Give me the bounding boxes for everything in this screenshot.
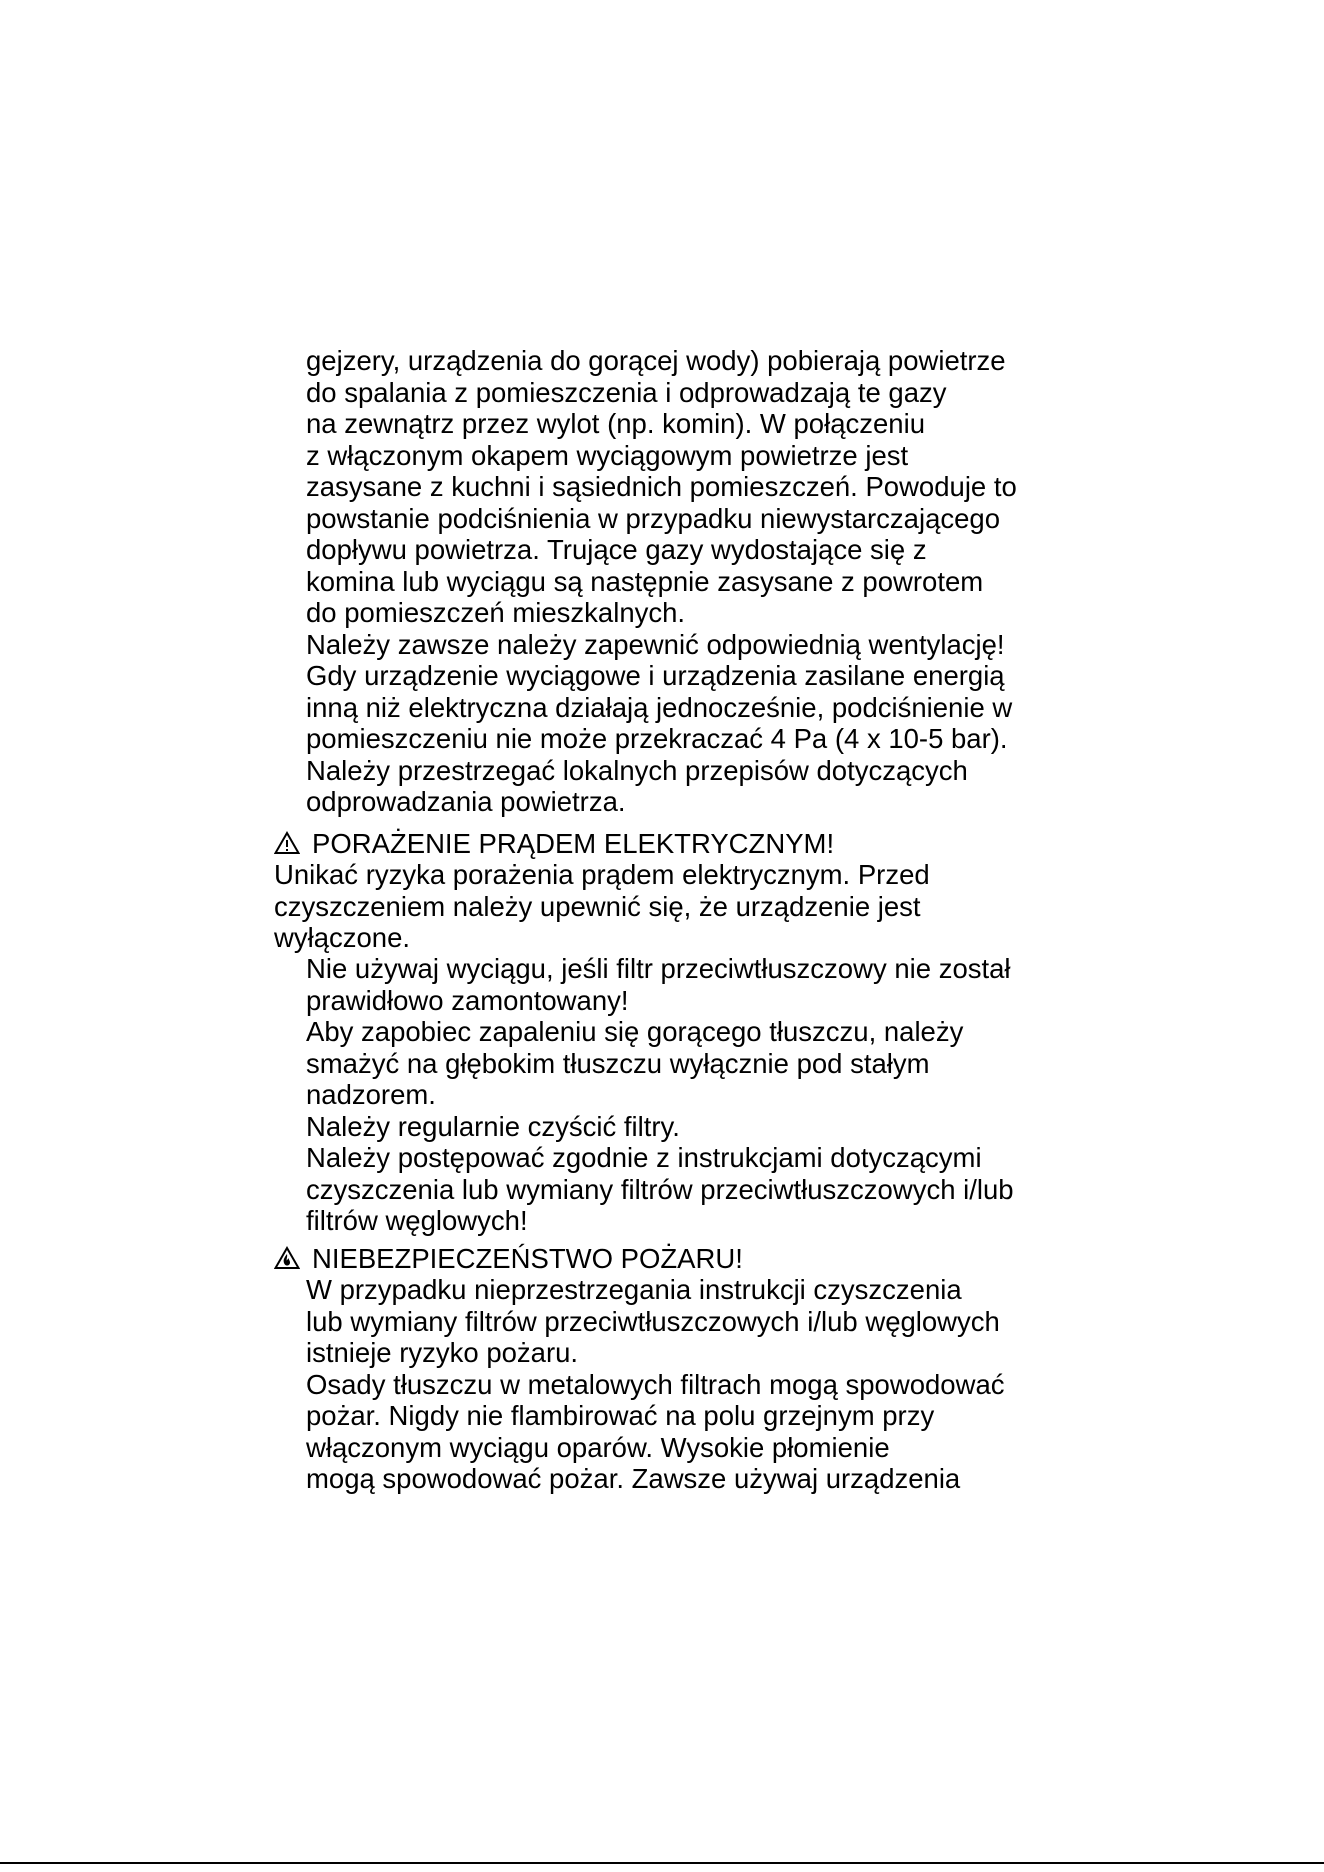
text-line: wyłączone.	[274, 922, 411, 953]
shock-warning-body	[306, 953, 1014, 1237]
ventilation-paragraph	[306, 345, 1017, 818]
text-line: smażyć na głębokim tłuszczu wyłącznie pod stałym	[306, 1047, 930, 1079]
text-line: inną niż elektryczna działają jednocześnie, podciśnienie w	[306, 691, 1013, 723]
text-line: do spalania z pomieszczenia i odprowadzają te gazy	[306, 376, 947, 408]
text-line: pomieszczeniu nie może przekraczać 4 Pa (4 x 10-5 bar).	[306, 723, 1008, 754]
text-line: czyszczenia lub wymiany filtrów przeciwtłuszczowych i/lub	[306, 1173, 1014, 1205]
text-line: gejzery, urządzenia do gorącej wody) pobierają powietrze	[306, 345, 1006, 376]
text-line: Unikać ryzyka porażenia prądem elektrycznym. Przed	[274, 859, 930, 890]
warning-triangle-icon	[274, 831, 300, 855]
text-line: dopływu powietrza. Trujące gazy wydostające się z	[306, 534, 927, 565]
text-line: z włączonym okapem wyciągowym powietrze jest	[306, 439, 909, 471]
text-line: Należy przestrzegać lokalnych przepisów dotyczących	[306, 754, 968, 786]
text-line: prawidłowo zamontowany!	[306, 984, 629, 1016]
fire-warning-body	[306, 1274, 1004, 1495]
text-line: Nie używaj wyciągu, jeśli filtr przeciwtłuszczowy nie został	[306, 953, 1011, 984]
text-line: Gdy urządzenie wyciągowe i urządzenia zasilane energią	[306, 660, 1005, 691]
text-line: Aby zapobiec zapaleniu się gorącego tłuszczu, należy	[306, 1016, 964, 1047]
text-line: pożar. Nigdy nie flambirować na polu grzejnym przy	[306, 1400, 935, 1431]
text-line: filtrów węglowych!	[306, 1205, 528, 1236]
shock-warning-title: PORAŻENIE PRĄDEM ELEKTRYCZNYM!	[312, 828, 835, 859]
text-line: W przypadku nieprzestrzegania instrukcji czyszczenia	[306, 1274, 962, 1305]
fire-warning-heading	[274, 1243, 743, 1275]
text-line: powstanie podciśnienia w przypadku niewystarczającego	[306, 502, 1000, 534]
page-bottom-rule	[0, 1862, 1324, 1864]
shock-warning-intro	[274, 859, 930, 954]
fire-warning-title: NIEBEZPIECZEŃSTWO POŻARU!	[312, 1243, 743, 1274]
text-line: na zewnątrz przez wylot (np. komin). W połączeniu	[306, 408, 925, 439]
text-line: komina lub wyciągu są następnie zasysane z powrotem	[306, 565, 984, 597]
text-line: Należy regularnie czyścić filtry.	[306, 1110, 680, 1142]
fire-warning-triangle-icon	[274, 1246, 300, 1270]
text-line: włączonym wyciągu oparów. Wysokie płomienie	[306, 1431, 890, 1463]
text-line: istnieje ryzyko pożaru.	[306, 1337, 579, 1368]
text-line: Osady tłuszczu w metalowych filtrach mogą spowodować	[306, 1368, 1005, 1400]
text-line: do pomieszczeń mieszkalnych.	[306, 597, 686, 628]
text-line: zasysane z kuchni i sąsiednich pomieszczeń. Powoduje to	[306, 471, 1017, 502]
text-line: mogą spowodować pożar. Zawsze używaj urządzenia	[306, 1463, 961, 1494]
text-line: lub wymiany filtrów przeciwtłuszczowych i/lub węglowych	[306, 1305, 1000, 1337]
text-line: Należy zawsze należy zapewnić odpowiednią wentylację!	[306, 628, 1005, 660]
text-line: odprowadzania powietrza.	[306, 786, 626, 817]
shock-warning-heading	[274, 828, 834, 860]
text-line: czyszczeniem należy upewnić się, że urządzenie jest	[274, 890, 921, 922]
text-line: Należy postępować zgodnie z instrukcjami dotyczącymi	[306, 1142, 982, 1173]
text-line: nadzorem.	[306, 1079, 436, 1110]
